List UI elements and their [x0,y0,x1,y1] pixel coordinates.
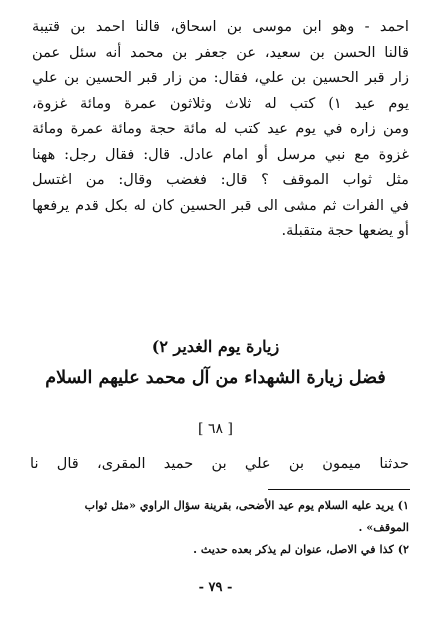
text-line: غزوة مع نبي مرسل أو امام عادل. قال: فقال رجل: ههنا [32,145,409,163]
footnote-line: ١) يريد عليه السلام يوم عيد الأضحى، بقرينة سؤال الراوي «مثل ثواب [84,498,409,512]
footnotes-block [26,494,409,560]
text-line: أو يضعها حجة متقبلة. [281,222,409,239]
text-line: احمد - وهو ابن موسى بن اسحاق، قالنا احمد بن قتيبة [32,18,409,35]
text-line: مثل ثواب الموقف ؟ قال: فغضب وقال: من اغتسل [32,171,409,188]
text-line: ومن زاره في يوم عيد كتب له مائة حجة ومائة عمرة ومائة [32,120,409,137]
chapter-heading: فضل زيارة الشهداء من آل محمد عليهم السلام [45,368,386,388]
footnote-line: الموقف» . [358,520,409,534]
main-text-block [32,14,409,244]
text-line: في الفرات ثم مشى الى قبر الحسين كان له بكل قدم يرفعها [32,196,409,214]
text-line: يوم عيد ١) كتب له ثلاث وثلاثون عمرة ومائة غزوة، [32,94,409,112]
footnote-line: ٢) كذا في الاصل، عنوان لم يذكر بعده حديث . [193,542,409,556]
footnote-divider [268,489,410,490]
hadith-text-line: حدثنا ميمون بن علي بن حميد المقرى، قال نا [30,455,409,472]
hadith-number: [ ٦٨ ] [198,421,233,437]
page-number: - ٧٩ - [198,580,233,595]
text-line: قالنا الحسن بن سعيد، عن جعفر بن محمد أنه سئل عمن [32,43,409,61]
text-line: زار قبر الحسين بن علي، فقال: من زار قبر الحسين بن علي [32,69,409,86]
section-heading-ziyara: زيارة يوم الغدير ٢) [151,337,280,356]
